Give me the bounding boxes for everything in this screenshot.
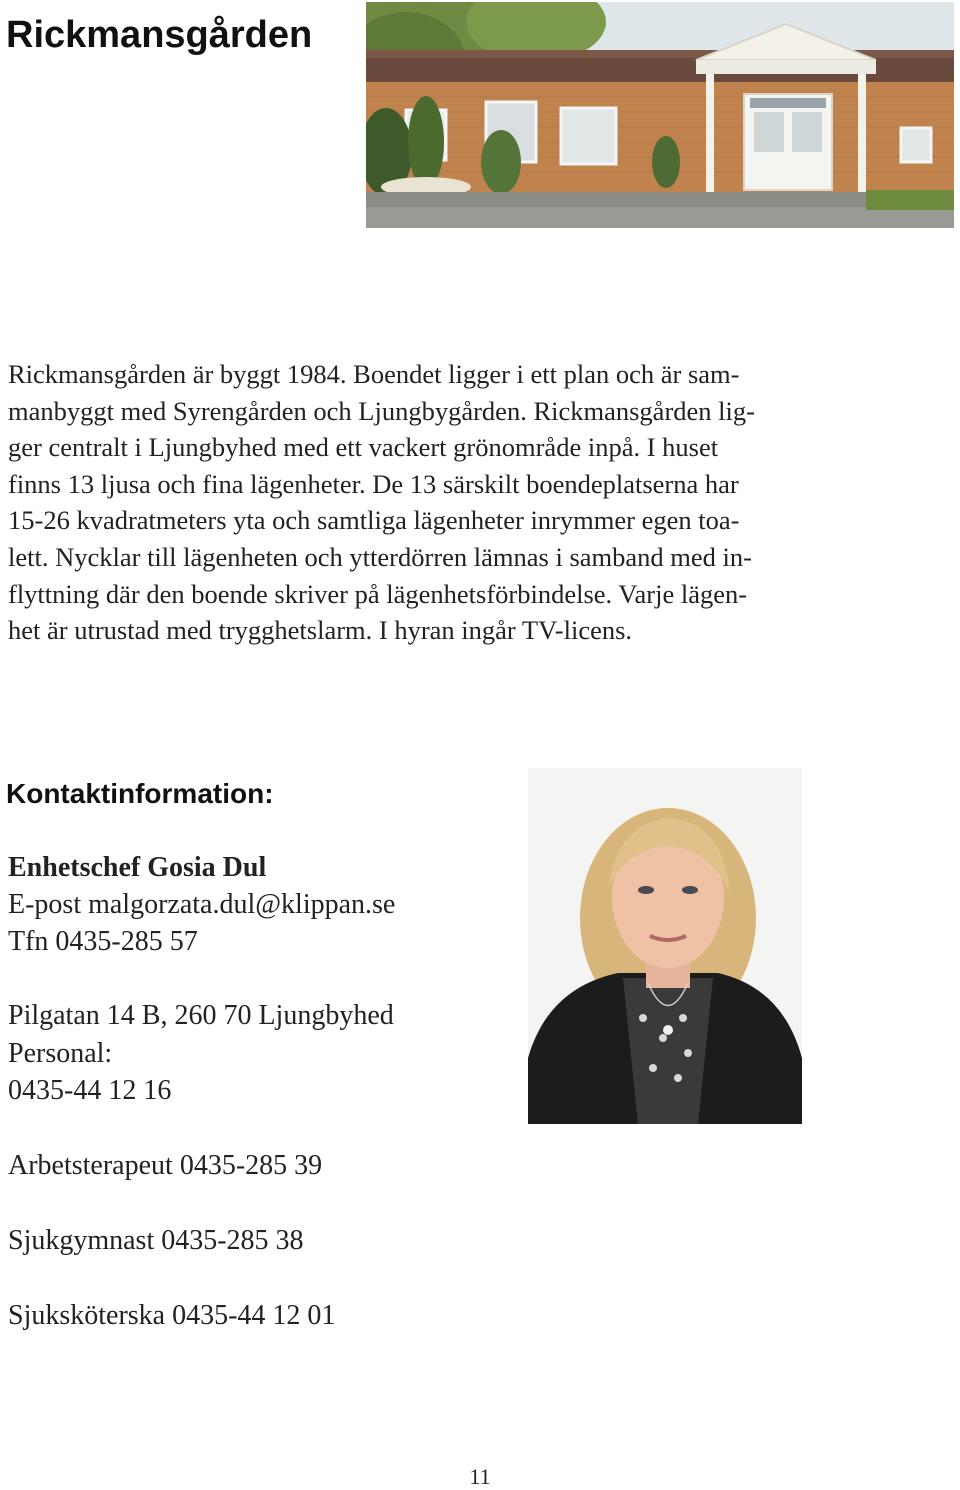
manager-email[interactable]: E-post malgorzata.dul@klippan.se xyxy=(8,889,396,920)
building-photo xyxy=(366,2,954,228)
contact-heading: Kontaktinformation: xyxy=(6,778,274,809)
occupational-therapist-phone: Arbetsterapeut 0435-285 39 xyxy=(8,1150,323,1181)
intro-line: flyttning där den boende skriver på lägenhetsförbindelse. Varje lägen- xyxy=(8,578,748,609)
manager-phone: Tfn 0435-285 57 xyxy=(8,926,198,957)
manager-portrait xyxy=(528,768,802,1124)
intro-line: manbyggt med Syrengården och Ljungbygården. Rickmansgården lig- xyxy=(8,395,755,426)
address: Pilgatan 14 B, 260 70 Ljungbyhed xyxy=(8,1000,394,1031)
staff-label: Personal: xyxy=(8,1038,113,1069)
physiotherapist-phone: Sjukgymnast 0435-285 38 xyxy=(8,1225,304,1256)
intro-line: het är utrustad med trygghetslarm. I hyran ingår TV-licens. xyxy=(8,615,633,646)
intro-line: Rickmansgården är byggt 1984. Boendet ligger i ett plan och är sam- xyxy=(8,359,740,389)
intro-line: 15-26 kvadratmeters yta och samtliga lägenheter inrymmer egen toa- xyxy=(8,505,740,536)
manager-name: Enhetschef Gosia Dul xyxy=(8,852,267,883)
page-title: Rickmansgården xyxy=(6,14,313,56)
intro-line: ger centralt i Ljungbyhed med ett vackert grönområde inpå. I huset xyxy=(8,432,719,463)
page-number: 11 xyxy=(469,1464,491,1489)
intro-line: finns 13 ljusa och fina lägenheter. De 13 särskilt boendeplatserna har xyxy=(8,468,739,499)
intro-paragraph xyxy=(8,356,938,649)
intro-line: lett. Nycklar till lägenheten och ytterdörren lämnas i samband med in- xyxy=(8,541,752,572)
nurse-phone: Sjuksköterska 0435-44 12 01 xyxy=(8,1300,336,1331)
staff-phone: 0435-44 12 16 xyxy=(8,1075,172,1106)
